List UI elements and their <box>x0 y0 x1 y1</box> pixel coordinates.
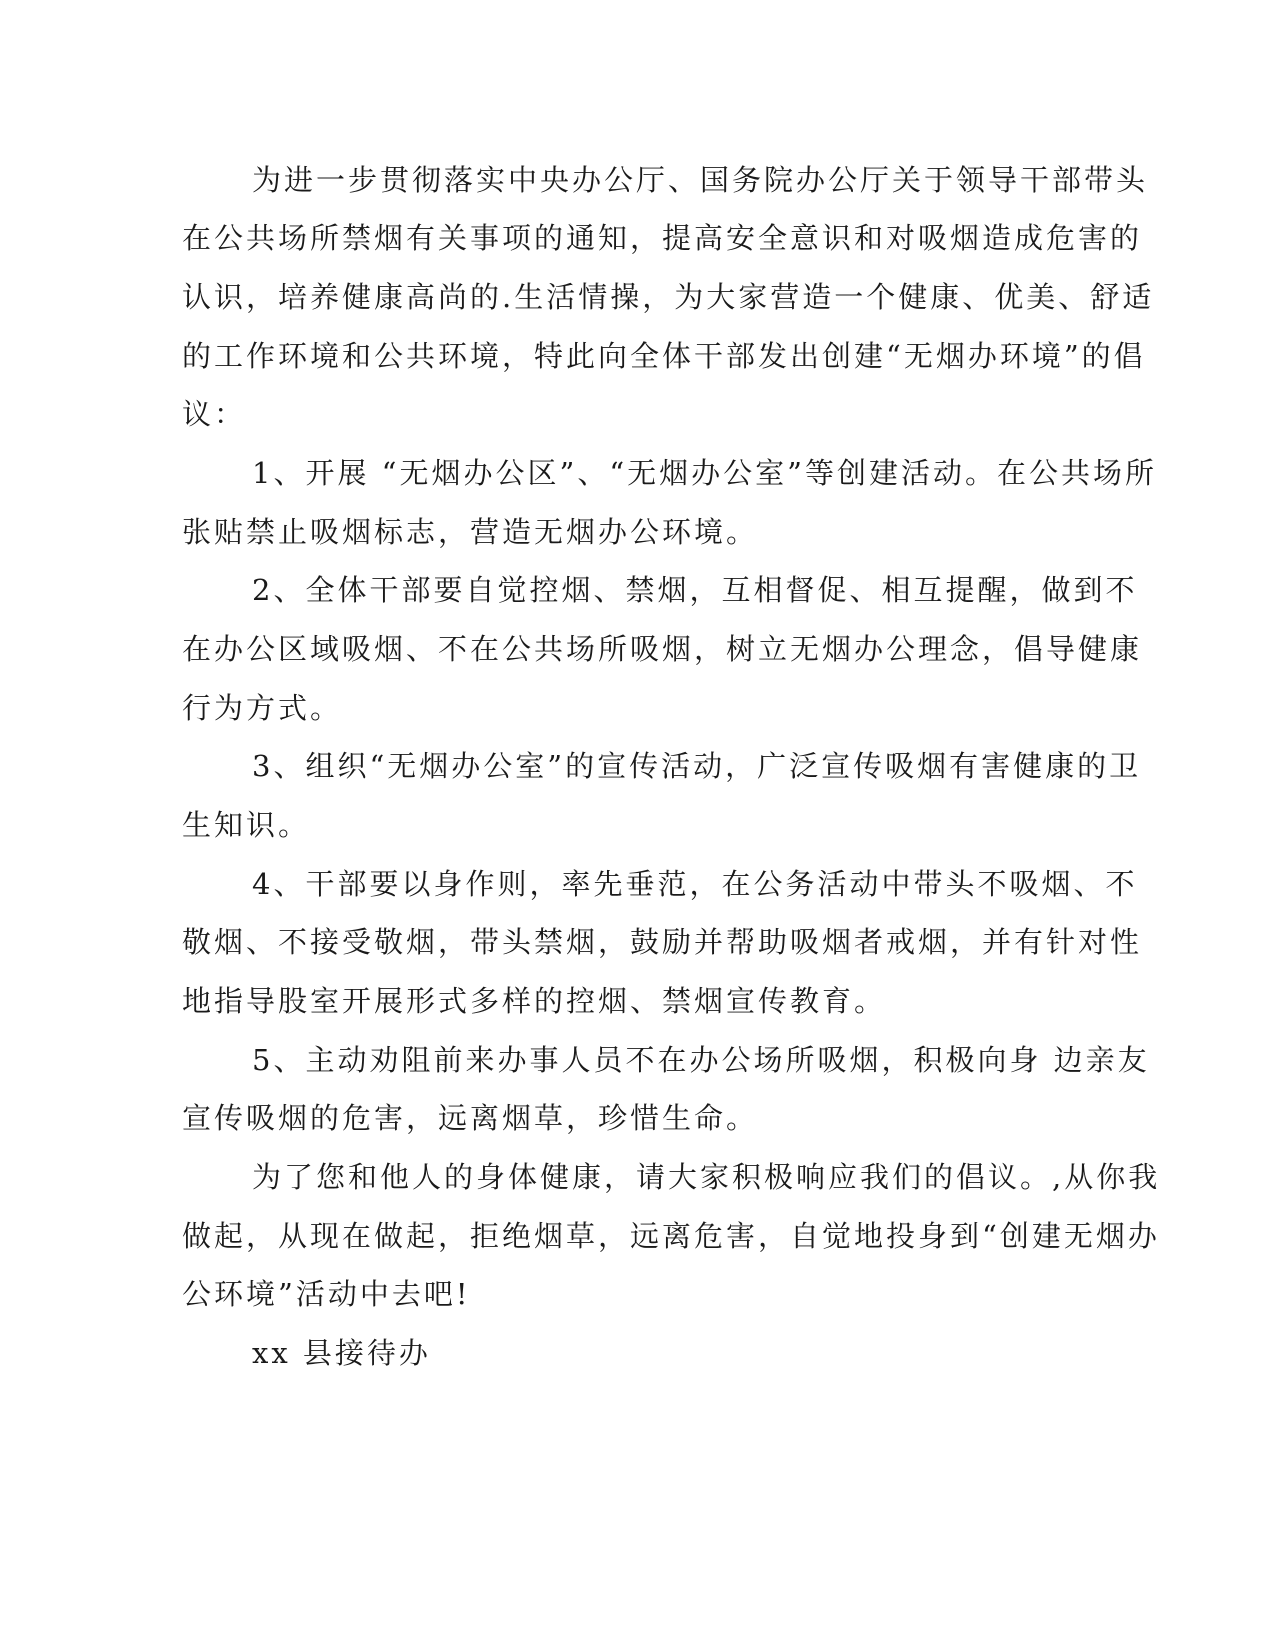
item-3-line-2: 生知识。 <box>182 808 311 842</box>
intro-line-4: 的工作环境和公共环境，特此向全体干部发出创建“无烟办环境”的倡 <box>182 339 1146 373</box>
intro-line-3: 认识，培养健康高尚的.生活情操，为大家营造一个健康、优美、舒适 <box>182 280 1155 314</box>
item-2-line-3: 行为方式。 <box>182 691 343 725</box>
item-4-line-1: 4、干部要以身作则，率先垂范，在公务活动中带头不吸烟、不 <box>252 867 1138 901</box>
signature: xx 县接待办 <box>252 1336 431 1370</box>
item-4-line-3: 地指导股室开展形式多样的控烟、禁烟宣传教育。 <box>182 984 887 1018</box>
item-2-line-1: 2、全体干部要自觉控烟、禁烟，互相督促、相互提醒，做到不 <box>252 573 1138 607</box>
closing-line-2: 做起，从现在做起，拒绝烟草，远离危害，自觉地投身到“创建无烟办 <box>182 1219 1160 1253</box>
item-5-line-2: 宣传吸烟的危害，远离烟草，珍惜生命。 <box>182 1101 759 1135</box>
intro-line-5: 议： <box>182 397 247 431</box>
item-2-line-2: 在办公区域吸烟、不在公共场所吸烟，树立无烟办公理念，倡导健康 <box>182 632 1143 666</box>
item-4-line-2: 敬烟、不接受敬烟，带头禁烟，鼓励并帮助吸烟者戒烟，并有针对性 <box>182 925 1143 959</box>
item-3-line-1: 3、组织“无烟办公室”的宣传活动，广泛宣传吸烟有害健康的卫 <box>252 749 1142 783</box>
item-1-line-1: 1、开展 “无烟办公区”、“无烟办公室”等创建活动。在公共场所 <box>252 456 1157 490</box>
closing-line-3: 公环境”活动中去吧! <box>182 1277 471 1311</box>
intro-line-1: 为进一步贯彻落实中央办公厅、国务院办公厅关于领导干部带头 <box>252 163 1149 197</box>
item-1-line-2: 张贴禁止吸烟标志，营造无烟办公环境。 <box>182 515 759 549</box>
item-5-line-1: 5、主动劝阻前来办事人员不在办公场所吸烟，积极向身 边亲友 <box>252 1043 1150 1077</box>
closing-line-1: 为了您和他人的身体健康，请大家积极响应我们的倡议。,从你我 <box>252 1160 1161 1194</box>
intro-line-2: 在公共场所禁烟有关事项的通知，提高安全意识和对吸烟造成危害的 <box>182 221 1143 255</box>
